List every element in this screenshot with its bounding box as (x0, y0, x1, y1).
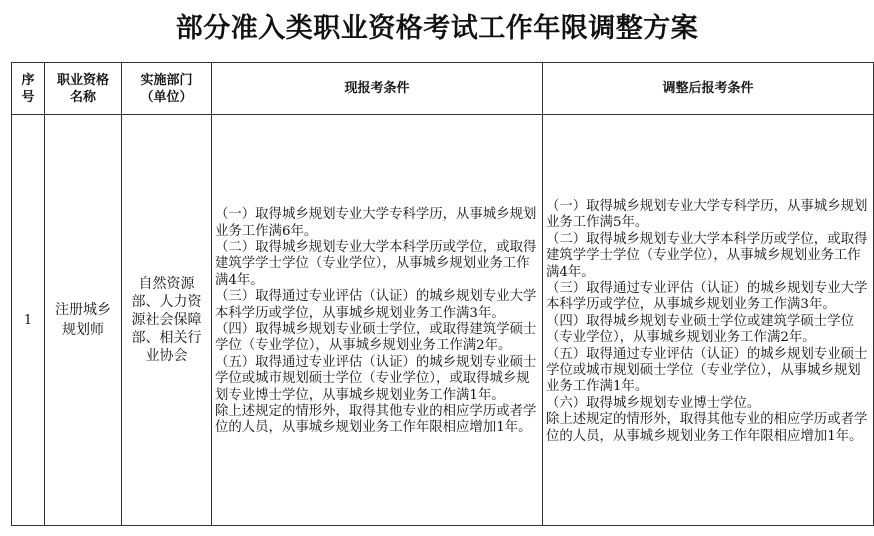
current-condition-5: （五）取得通过专业评估（认证）的城乡规划专业硕士学位或城市规划硕士学位（专业学位），或取得城乡规划专业博士学位，从事城乡规划业务工作满1年。 (215, 354, 537, 403)
current-condition-note: 除上述规定的情形外，取得其他专业的相应学历或者学位的人员，从事城乡规划业务工作年限相应增加1年。 (215, 404, 537, 436)
adjusted-condition-note: 除上述规定的情形外，取得其他专业的相应学历或者学位的人员，从事城乡规划业务工作年限相应增加1年。 (546, 412, 868, 444)
header-current: 现报考条件 (212, 63, 543, 115)
adjusted-condition-5: （五）取得通过专业评估（认证）的城乡规划专业硕士学位或城市规划硕士学位（专业学位），从事城乡规划业务工作满1年。 (546, 346, 868, 395)
cell-current-conditions (212, 115, 543, 526)
adjusted-condition-2: （二）取得城乡规划专业大学本科学历或学位，或取得建筑学学士学位（专业学位），从事城乡规划业务工作满4年。 (546, 231, 868, 280)
current-condition-2: （二）取得城乡规划专业大学本科学历或学位，或取得建筑学学士学位（专业学位），从事城乡规划业务工作满4年。 (215, 239, 537, 288)
header-no: 序号 (12, 63, 45, 115)
adjusted-condition-1: （一）取得城乡规划专业大学专科学历，从事城乡规划业务工作满5年。 (546, 198, 868, 231)
current-condition-4: （四）取得城乡规划专业硕士学位，或取得建筑学硕士学位（专业学位），从事城乡规划业务工作满2年。 (215, 322, 537, 354)
document-title: 部分准入类职业资格考试工作年限调整方案 (175, 13, 699, 44)
cell-no: 1 (12, 115, 45, 526)
adjusted-condition-3: （三）取得通过专业评估（认证）的城乡规划专业大学本科学历或学位，从事城乡规划业务工作满3年。 (546, 280, 868, 313)
cell-adjusted-conditions (543, 115, 874, 526)
adjusted-condition-4: （四）取得城乡规划专业硕士学位或建筑学硕士学位（专业学位），从事城乡规划业务工作满2年。 (546, 313, 854, 346)
header-department: 实施部门（单位） (122, 63, 212, 115)
header-qualification: 职业资格名称 (45, 63, 122, 115)
table-row (12, 115, 874, 526)
current-condition-1: （一）取得城乡规划专业大学专科学历，从事城乡规划业务工作满6年。 (215, 207, 537, 239)
cell-department: 自然资源部、人力资源社会保障部、相关行业协会 (122, 115, 212, 526)
table-header-row (12, 63, 874, 115)
current-condition-3: （三）取得通过专业评估（认证）的城乡规划专业大学本科学历或学位，从事城乡规划业务工作满3年。 (215, 289, 537, 321)
header-adjusted: 调整后报考条件 (543, 63, 874, 115)
adjustment-table (11, 62, 874, 526)
adjusted-condition-6: （六）取得城乡规划专业博士学位。 (546, 395, 761, 411)
cell-qualification: 注册城乡规划师 (45, 115, 122, 526)
